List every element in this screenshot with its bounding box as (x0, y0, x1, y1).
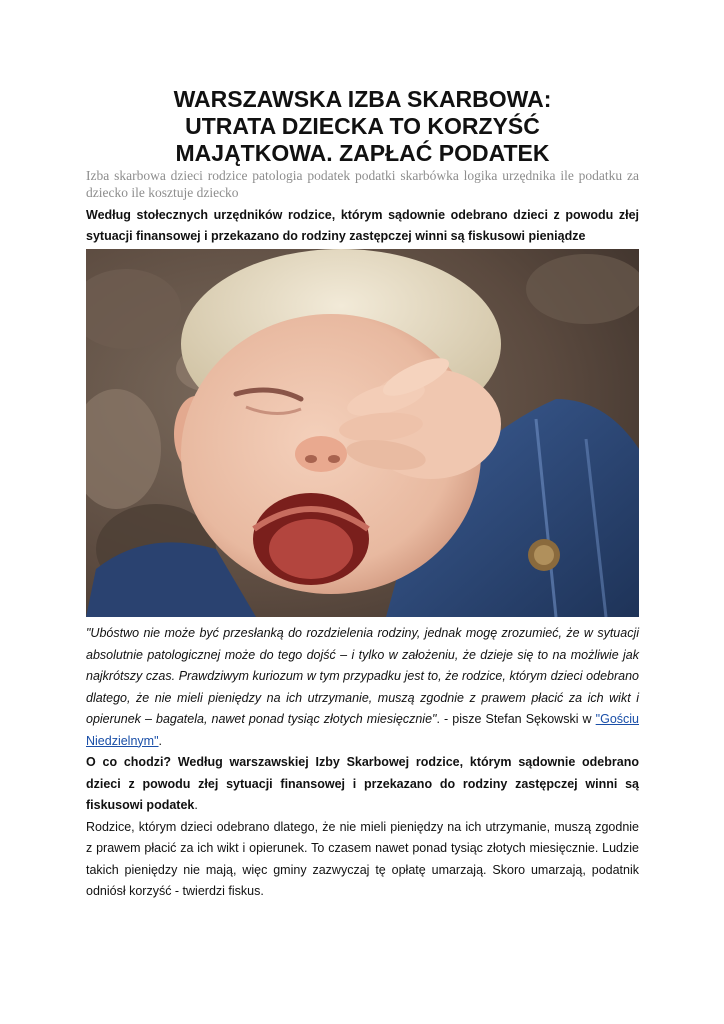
title-line-2: UTRATA DZIECKA TO KORZYŚĆ (185, 113, 540, 139)
photo-illustration (86, 249, 639, 617)
article-title (86, 86, 639, 167)
title-line-1: WARSZAWSKA IZBA SKARBOWA: (173, 86, 552, 112)
quote-paragraph (86, 623, 639, 752)
body-paragraph: Rodzice, którym dzieci odebrano dlatego, że nie mieli pieniędzy na ich utrzymanie, muszą zgodnie z prawem płacić za ich wikt i opierunek. To czasem nawet ponad tysiąc złotych miesięcznie. Ludzie takich pieniędzy nie mają, więc gminy zazwyczaj tę opłatę umarzają. Skoro umarzają, podatnik odniósł korzyść - twierdzi fiskus. (86, 819, 639, 898)
attribution-end: . (158, 733, 163, 748)
article-tags: Izba skarbowa dzieci rodzice patologia podatek podatki skarbówka logika urzędnika ile podatku za dziecko ile kosztuje dziecko (86, 168, 639, 200)
title-line-3: MAJĄTKOWA. ZAPŁAĆ PODATEK (175, 140, 550, 166)
crying-child-photo (86, 249, 639, 617)
attribution-text: . - pisze Stefan Sękowski w (436, 712, 596, 726)
question-bold-text: O co chodzi? Według warszawskiej Izby Skarbowej rodzice, którym sądownie odebrano dzieci z powodu złej sytuacji finansowej i przekazano do rodziny zastępczej winni są fiskusowi podatek (86, 755, 639, 812)
question-paragraph (86, 752, 639, 817)
gosc-niedzielny-link[interactable]: "Gościu Niedzielnym" (86, 712, 639, 748)
article (86, 86, 639, 903)
question-end: . (194, 798, 198, 812)
article-lead: Według stołecznych urzędników rodzice, którym sądownie odebrano dzieci z powodu złej sytuacji finansowej i przekazano do rodziny zastępczej winni są fiskusowi pieniądze (86, 208, 639, 243)
quote-text: "Ubóstwo nie może być przesłanką do rozdzielenia rodziny, jednak mogę zrozumieć, że w sytuacji absolutnie patologicznej może do tego dojść – i tylko w założeniu, że dzieje się to na możliwie jak najkrótszy czas. Prawdziwym kuriozum w tym przypadku jest to, że rodzice, którym dzieci odebrano dlatego, że nie mieli pieniędzy na ich utrzymanie, muszą zgodnie z prawem płacić za ich wikt i opierunek – bagatela, nawet ponad tysiąc złotych miesięcznie" (86, 626, 639, 726)
